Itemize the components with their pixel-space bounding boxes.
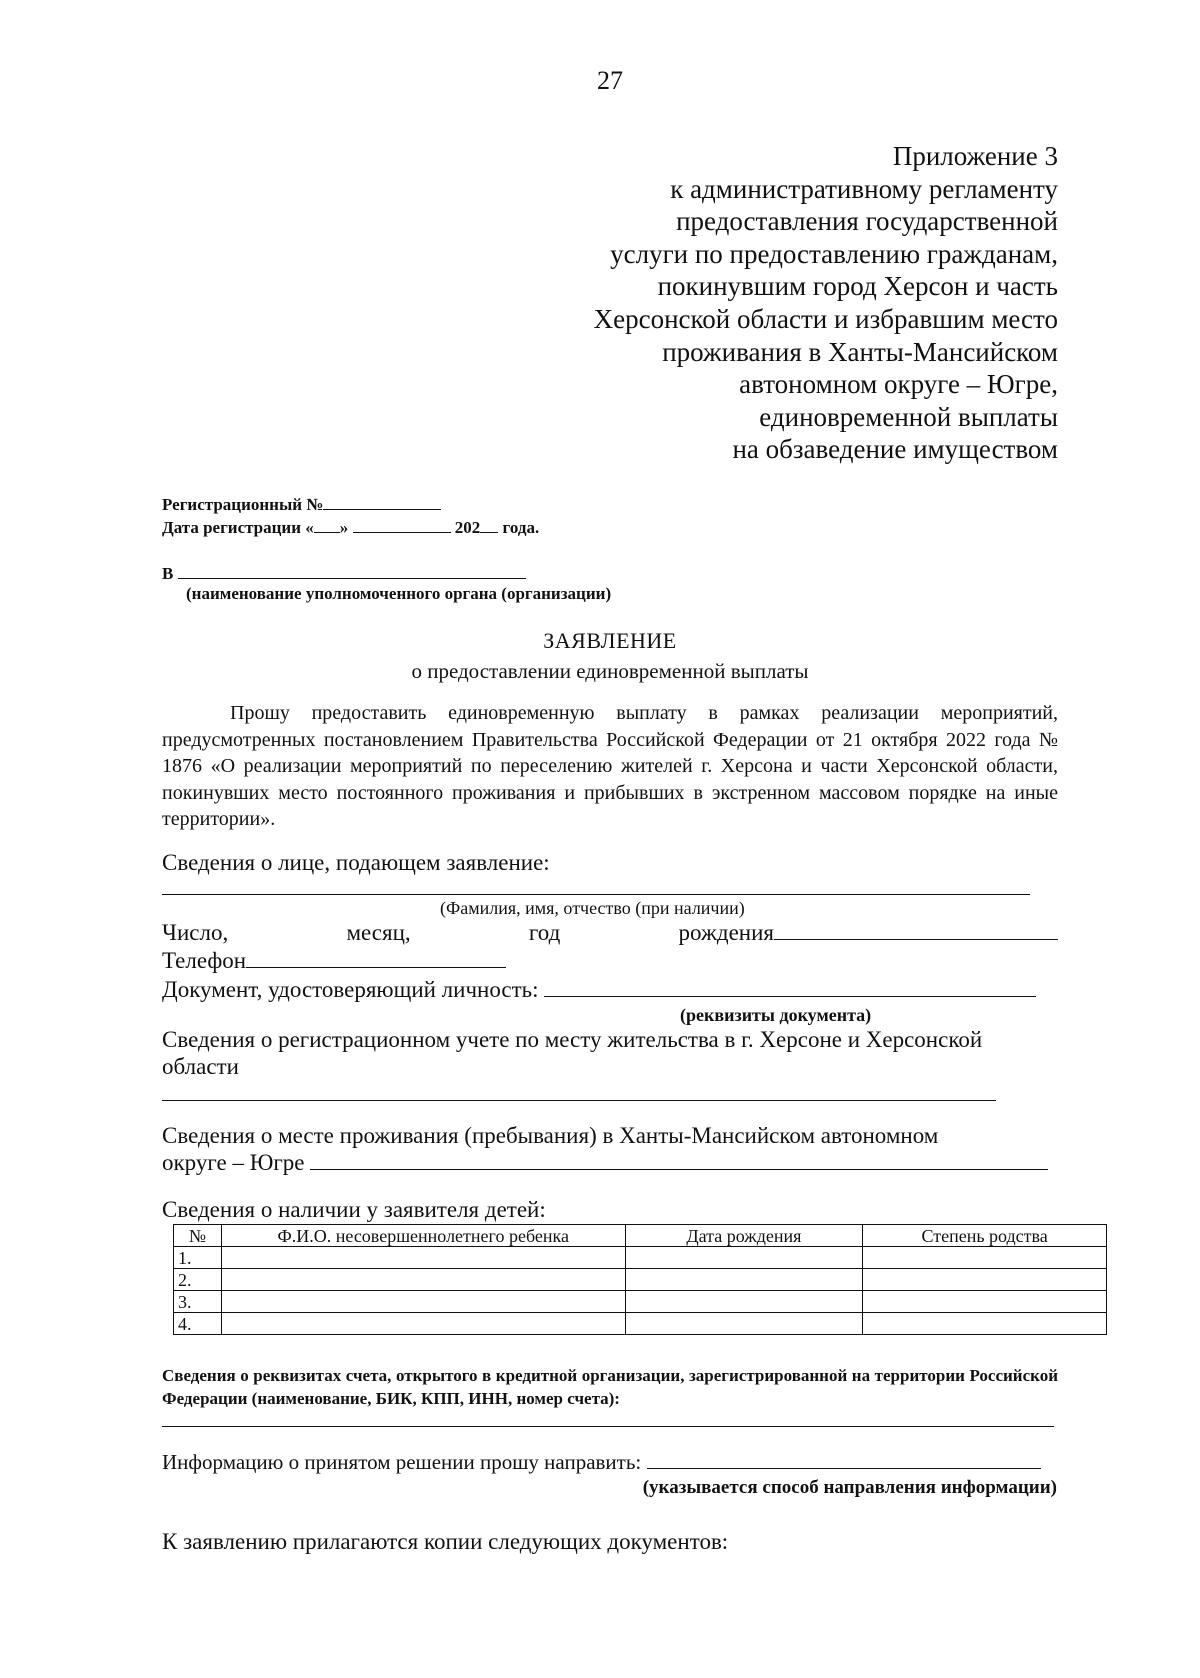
page-number: 27 (597, 66, 623, 95)
table-row (174, 1291, 1107, 1313)
appendix-line: автономном округе – Югре, (739, 369, 1058, 400)
residence-field[interactable] (310, 1153, 1048, 1170)
intro-paragraph: Прошу предоставить единовременную выплату в рамках реализации мероприятий, предусмотренных постановлением Правительства Российской Федерации от 21 октября 2022 года № 1876 «О реализации мероприятий по переселению жителей г. Херсона и части Херсонской области, покинувших место постоянного проживания и прибывших в экстренном массовом порядке на иные территории». (162, 702, 1058, 830)
child-birth-date-cell[interactable] (625, 1247, 863, 1269)
appendix-line: на обзаведение имуществом (732, 434, 1058, 465)
children-table (173, 1224, 1107, 1335)
row-number: 3. (174, 1291, 222, 1313)
child-relation-cell[interactable] (863, 1247, 1107, 1269)
appendix-line: к административному регламенту (670, 173, 1058, 204)
attachments-heading: К заявлению прилагаются копии следующих документов: (162, 1529, 729, 1554)
identity-document-label: Документ, удостоверяющий личность: (162, 977, 539, 1002)
organization-field[interactable] (178, 562, 526, 579)
appendix-line: услуги по предоставлению гражданам, (610, 238, 1058, 269)
registration-info-heading: Сведения о регистрационном учете по месту жительства в г. Херсоне и Херсонской (162, 1027, 983, 1052)
children-heading: Сведения о наличии у заявителя детей: (162, 1197, 546, 1222)
decision-label: Информацию о принятом решении прошу направить: (162, 1450, 642, 1474)
document-subtitle: о предоставлении единовременной выплаты (411, 659, 809, 683)
appendix-block (498, 140, 1058, 466)
phone-label: Телефон (162, 948, 247, 973)
child-birth-date-cell[interactable] (625, 1269, 863, 1291)
to-organization-prefix: В (162, 564, 174, 583)
registration-number (162, 493, 441, 515)
column-header: Ф.И.О. несовершеннолетнего ребенка (221, 1225, 625, 1247)
birth-date-field-wrap (679, 920, 1058, 946)
fio-field[interactable] (162, 894, 1030, 895)
column-header: Дата рождения (625, 1225, 863, 1247)
decision-row (162, 1450, 1041, 1475)
fio-hint: (Фамилия, имя, отчество (при наличии) (440, 898, 745, 918)
residence-heading: Сведения о месте проживания (пребывания) в Ханты-Мансийском автономном (162, 1123, 939, 1148)
registration-number-field[interactable] (323, 493, 441, 510)
residence-heading-cont: округе – Югре (162, 1150, 305, 1175)
to-organization (162, 562, 526, 584)
bank-details-field[interactable] (162, 1426, 1054, 1427)
organization-hint: (наименование уполномоченного органа (организации) (186, 584, 612, 603)
appendix-line: Приложение 3 (892, 141, 1058, 171)
appendix-line: проживания в Ханты-Мансийском (662, 336, 1058, 367)
bank-details-heading: Сведения о реквизитах счета, открытого в кредитной организации, зарегистрированной на территории Российской Федерации (наименование, БИК, КПП, ИНН, номер счета): (162, 1366, 1058, 1408)
registration-day-field[interactable] (314, 516, 340, 533)
registration-date-label: Дата регистрации « (162, 518, 314, 537)
child-name-cell[interactable] (221, 1247, 625, 1269)
phone-field[interactable] (246, 951, 506, 968)
birth-date-row (162, 920, 1058, 946)
table-row (174, 1269, 1107, 1291)
registration-year-prefix: 202 (454, 518, 481, 537)
identity-document-field[interactable] (544, 980, 1036, 997)
row-number: 4. (174, 1313, 222, 1335)
residence-row (162, 1150, 1048, 1176)
registration-date (162, 516, 539, 538)
appendix-line: Херсонской области и избравшим место (593, 303, 1058, 334)
registration-number-label: Регистрационный № (162, 495, 324, 514)
child-birth-date-cell[interactable] (625, 1291, 863, 1313)
table-row (174, 1247, 1107, 1269)
registration-year-suffix: года. (502, 518, 540, 537)
row-number: 1. (174, 1247, 222, 1269)
child-birth-date-cell[interactable] (625, 1313, 863, 1335)
birth-word: год (528, 920, 561, 945)
table-header-row (174, 1225, 1107, 1247)
phone-row (162, 948, 506, 974)
registration-info-heading-cont: области (162, 1054, 239, 1079)
column-header: № (174, 1225, 222, 1247)
table-row (174, 1313, 1107, 1335)
registration-year-field[interactable] (480, 516, 498, 533)
column-header: Степень родства (863, 1225, 1107, 1247)
registration-date-quote: » (339, 518, 349, 537)
child-relation-cell[interactable] (863, 1269, 1107, 1291)
birth-word: рождения (678, 920, 774, 945)
child-relation-cell[interactable] (863, 1291, 1107, 1313)
child-relation-cell[interactable] (863, 1313, 1107, 1335)
registration-month-field[interactable] (353, 516, 451, 533)
row-number: 2. (174, 1269, 222, 1291)
child-name-cell[interactable] (221, 1313, 625, 1335)
appendix-line: покинувшим город Херсон и часть (657, 271, 1058, 302)
birth-word: Число, (162, 920, 229, 945)
decision-method-field[interactable] (647, 1452, 1041, 1469)
child-name-cell[interactable] (221, 1291, 625, 1313)
registration-info-field[interactable] (162, 1100, 996, 1101)
identity-document-hint: (реквизиты документа) (680, 1005, 872, 1025)
appendix-line: предоставления государственной (676, 206, 1058, 237)
document-title: ЗАЯВЛЕНИЕ (543, 628, 677, 653)
birth-word: месяц, (346, 920, 411, 945)
applicant-heading: Сведения о лице, подающем заявление: (162, 850, 550, 875)
child-name-cell[interactable] (221, 1269, 625, 1291)
birth-date-field[interactable] (774, 923, 1058, 940)
decision-hint: (указывается способ направления информации) (642, 1477, 1057, 1498)
appendix-line: единовременной выплаты (759, 401, 1058, 432)
identity-document-row (162, 977, 1036, 1003)
